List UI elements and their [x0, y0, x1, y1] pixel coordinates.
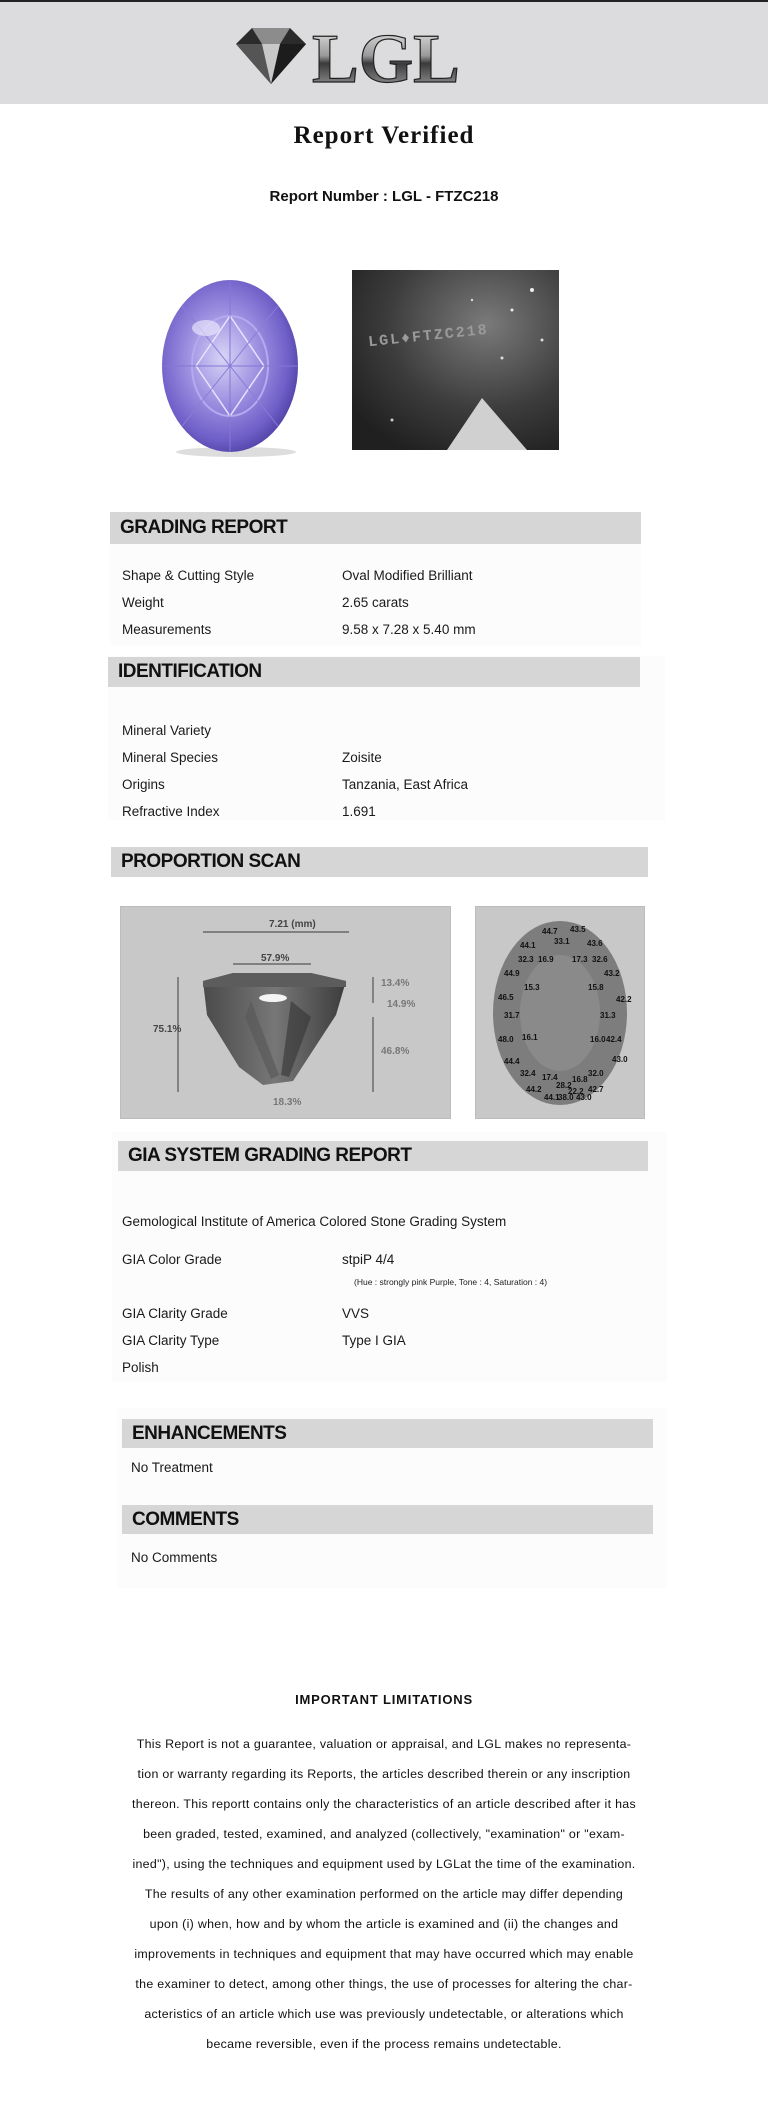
top-view-number: 15.8	[588, 983, 604, 992]
grading-row-value: 9.58 x 7.28 x 5.40 mm	[342, 622, 476, 637]
header-banner	[0, 2, 768, 104]
grading-row-value: Oval Modified Brilliant	[342, 568, 473, 583]
gia-color-value: stpiP 4/4	[342, 1252, 395, 1267]
limitations-line: the examiner to detect, among other things, the use of processes for altering the char-	[135, 1977, 633, 1991]
top-view-number: 16.0	[590, 1035, 606, 1044]
identification-title: IDENTIFICATION	[118, 661, 262, 682]
limitations-line: This Report is not a guarantee, valuation or appraisal, and LGL makes no representa-	[136, 1737, 632, 1751]
grading-report-header	[110, 512, 641, 544]
profile-table-label: 57.9%	[261, 953, 290, 964]
gia-title: GIA SYSTEM GRADING REPORT	[128, 1145, 412, 1166]
enhancements-header	[122, 1419, 653, 1448]
diamond-logo-icon	[236, 28, 306, 84]
top-view-number: 43.2	[604, 969, 620, 978]
top-view-number: 43.6	[587, 939, 603, 948]
profile-crown-label: 13.4%	[381, 978, 410, 989]
identification-row-value: Tanzania, East Africa	[342, 777, 469, 792]
top-view-number: 22.2	[568, 1087, 584, 1096]
top-view-number: 15.3	[524, 983, 540, 992]
top-view-number: 46.5	[498, 993, 514, 1002]
proportion-scan-title: PROPORTION SCAN	[121, 851, 301, 872]
comments-text: No Comments	[131, 1550, 218, 1565]
page-title: Report Verified	[293, 122, 475, 149]
gia-color-note: (Hue : strongly pink Purple, Tone : 4, Saturation : 4)	[354, 1277, 548, 1287]
top-view-number: 44.9	[504, 969, 520, 978]
identification-row-value: 1.691	[342, 804, 376, 819]
profile-girdle-label: 14.9%	[387, 999, 416, 1010]
top-view-number: 32.3	[518, 955, 534, 964]
limitations-line: The results of any other examination performed on the article may differ depending	[144, 1887, 624, 1901]
lgl-logo[interactable]	[232, 16, 494, 94]
top-view-number: 48.0	[498, 1035, 514, 1044]
identification-row-label: Mineral Variety	[122, 723, 212, 738]
top-view-number: 44.7	[542, 927, 558, 936]
top-view-number: 43.5	[570, 925, 586, 934]
gia-header	[118, 1141, 648, 1171]
inscription-photo	[352, 270, 559, 450]
gia-row-label: GIA Clarity Grade	[122, 1306, 228, 1321]
top-view-number: 32.4	[520, 1069, 536, 1078]
comments-title: COMMENTS	[132, 1509, 239, 1530]
grading-row-label: Weight	[122, 595, 164, 610]
top-view-number: 42.4	[606, 1035, 622, 1044]
top-view-number: 44.1	[544, 1093, 560, 1102]
comments-header	[122, 1505, 653, 1534]
top-view-number: 33.1	[554, 937, 570, 946]
profile-culet-label: 18.3%	[273, 1097, 302, 1108]
top-view-number: 17.3	[572, 955, 588, 964]
top-view-number: 44.1	[520, 941, 536, 950]
profile-diagram	[120, 906, 451, 1119]
gia-row-label: GIA Clarity Type	[122, 1333, 220, 1348]
top-view-number: 32.6	[592, 955, 608, 964]
proportion-scan-header	[111, 847, 648, 877]
profile-width-label: 7.21 (mm)	[269, 919, 316, 930]
report-number: Report Number : LGL - FTZC218	[269, 188, 499, 205]
grading-row-label: Measurements	[122, 622, 212, 637]
limitations-line: ined"), using the techniques and equipment used by LGLat the time of the examination.	[132, 1857, 636, 1871]
limitations-line: improvements in techniques and equipment that may have occurred which may enable	[134, 1947, 634, 1961]
top-view-number: 44.2	[526, 1085, 542, 1094]
enhancements-text: No Treatment	[131, 1460, 213, 1475]
enhancements-title: ENHANCEMENTS	[132, 1423, 287, 1444]
gemstone-photo	[134, 268, 326, 460]
limitations-line: been graded, tested, examined, and analyzed (collectively, "examination" or "exam-	[143, 1827, 625, 1841]
identification-row-value: Zoisite	[342, 750, 382, 765]
gia-row-value: Type I GIA	[342, 1333, 406, 1348]
identification-row-label: Refractive Index	[122, 804, 220, 819]
limitations-line: acteristics of an article which use was previously undetectable, or alterations which	[144, 2007, 624, 2021]
top-view-number: 42.2	[616, 995, 632, 1004]
profile-depth-label: 75.1%	[153, 1024, 182, 1035]
top-view-number: 16.8	[572, 1075, 588, 1084]
gia-subtitle: Gemological Institute of America Colored Stone Grading System	[122, 1214, 507, 1229]
grading-row-label: Shape & Cutting Style	[122, 568, 255, 583]
top-view-number: 38.0	[558, 1093, 574, 1102]
identification-row-label: Origins	[122, 777, 165, 792]
gia-color-label: GIA Color Grade	[122, 1252, 222, 1267]
top-view-number: 44.4	[504, 1057, 520, 1066]
limitations-line: tion or warranty regarding its Reports, the articles described therein or any inscription	[137, 1767, 631, 1781]
top-view-number: 16.9	[538, 955, 554, 964]
identification-row-label: Mineral Species	[122, 750, 219, 765]
top-view-number: 28.2	[556, 1081, 572, 1090]
inscription-text: LGL♦FTZC218	[367, 321, 490, 352]
grading-row-value: 2.65 carats	[342, 595, 409, 610]
top-view-number: 42.7	[588, 1085, 604, 1094]
top-view-number: 43.0	[612, 1055, 628, 1064]
limitations-line: thereon. This reportt contains only the characteristics of an article described after it has	[132, 1797, 636, 1811]
limitations-line: upon (i) when, how and by whom the article is examined and (ii) the changes and	[149, 1917, 619, 1931]
top-view-diagram	[475, 906, 645, 1119]
top-view-number: 31.7	[504, 1011, 520, 1020]
top-view-number: 17.4	[542, 1073, 558, 1082]
profile-pavilion-label: 46.8%	[381, 1046, 410, 1057]
identification-header	[108, 657, 640, 687]
top-view-number: 32.0	[588, 1069, 604, 1078]
grading-report-title: GRADING REPORT	[120, 517, 288, 538]
limitations-title: IMPORTANT LIMITATIONS	[295, 1692, 473, 1707]
limitations-line: became reversible, even if the process remains undetectable.	[206, 2037, 562, 2051]
top-view-number: 31.3	[600, 1011, 616, 1020]
gia-row-label: Polish	[122, 1360, 159, 1375]
gia-row-value: VVS	[342, 1306, 370, 1321]
logo-text: LGL	[312, 21, 460, 94]
top-view-number: 16.1	[522, 1033, 538, 1042]
top-view-number: 43.0	[576, 1093, 592, 1102]
